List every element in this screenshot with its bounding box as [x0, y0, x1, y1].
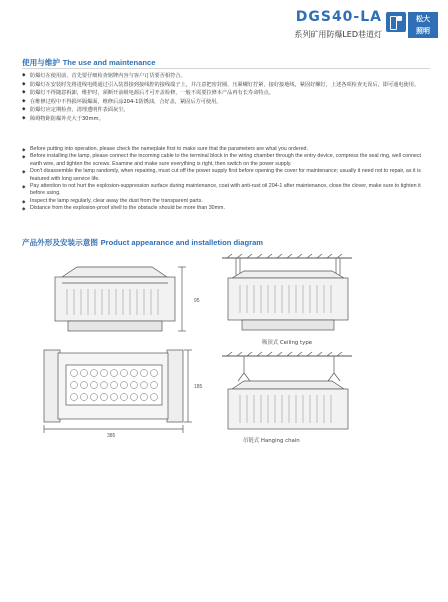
section-title-cn: 使用与维护 — [22, 58, 60, 67]
hanging-chain-caption: 吊链式 Hanging chain — [243, 438, 300, 444]
section-appearance-title — [22, 237, 263, 248]
section-title-en: The use and maintenance — [62, 58, 156, 67]
lamp-side-view — [55, 267, 186, 331]
cn-instruction-item: ◆ 防爆灯不得随意拆卸，维护时，须断开前级电源后才可开盖检修，一般不需要拉修本产品再有长寿命特点。 — [22, 89, 434, 98]
section-use-maintenance-title — [22, 57, 155, 68]
en-instruction-item: ◆ Before putting into operation, please check the nameplate first to make sure that the parameters are what you ordered. — [22, 146, 434, 153]
hanging-chain-view — [222, 352, 352, 429]
model-number: DGS40-LA — [295, 9, 382, 25]
en-instruction-item: ◆ Inspect the lamp regularly, clear away the dust from the transparent parts. — [22, 198, 434, 205]
brand-line-2: 照明 — [416, 27, 430, 35]
cn-instruction-item: ◆ 在维修过程中不得损坏隔爆面，维修后涂204-1防锈油，合好盖，紧固后方可使用。 — [22, 98, 434, 107]
section-title-en: Product appearance and installetion diagram — [100, 238, 264, 247]
cn-instruction-list — [22, 72, 434, 124]
cn-instruction-item: ◆ 障碍物距防爆外壳大于30mm。 — [22, 115, 434, 124]
ceiling-type-caption: 吸顶式 Ceiling type — [262, 340, 313, 346]
dim-width-label: 385 — [107, 433, 116, 438]
en-instruction-item: ◆ Pay attention to not hurt the explosion-suppression surface during maintenance, coat with anti-rust oil 204-1 after maintenance, close the clover, make sure to tighten it before using. — [22, 183, 434, 198]
page-header — [0, 0, 448, 44]
section-divider — [22, 68, 430, 69]
product-series-title: 系列矿用防爆LED巷道灯 — [294, 30, 382, 39]
en-instruction-item: ◆ Before installing the lamp, please connect the incoming cable to the terminal block in the wiring chamber through the entry device, compress the seal ring, well connect earth wire, and tighten the screws. Examine and make sure everything is right, then switch on the power supply. — [22, 153, 434, 168]
installation-diagram — [22, 253, 430, 438]
ceiling-mount-view — [222, 254, 352, 330]
installation-diagram-panel — [22, 253, 430, 438]
en-instruction-list — [22, 146, 434, 213]
lamp-front-view — [44, 350, 192, 433]
en-instruction-item: ◆ Don't disassemble the lamp randomly, when repairing, must cut off the power supply first before opening the cover for maintenance; usually it need not to repair, as it is featured with long service life. — [22, 168, 434, 183]
dim-side-label: 185 — [194, 384, 203, 390]
brand-logo — [408, 12, 438, 38]
brand-mark-icon — [386, 12, 406, 32]
cn-instruction-item: ◆ 防爆灯在安装时先将进线电缆通过引入装置接到接线腔的接线端子上，并注意把密封圈、压紧螺钉拧紧，接好接地线，紧固好螺钉，上述各项检查无误后，即可通电使用。 — [22, 81, 434, 90]
section-title-cn: 产品外形及安装示意图 — [22, 238, 98, 247]
cn-instruction-item: ◆ 防爆灯在使用前，首先要仔细检查铭牌内容与客户订货要否相符合。 — [22, 72, 434, 81]
dim-height-label: 95 — [194, 298, 200, 304]
en-instruction-item: ◆ Distance from the explosion-proof shell to the obstacle should be more than 30mm. — [22, 205, 434, 212]
brand-line-1: 松大 — [416, 15, 430, 23]
cn-instruction-item: ◆ 防爆灯应定期检查，清理透明件表面灰尘。 — [22, 106, 434, 115]
